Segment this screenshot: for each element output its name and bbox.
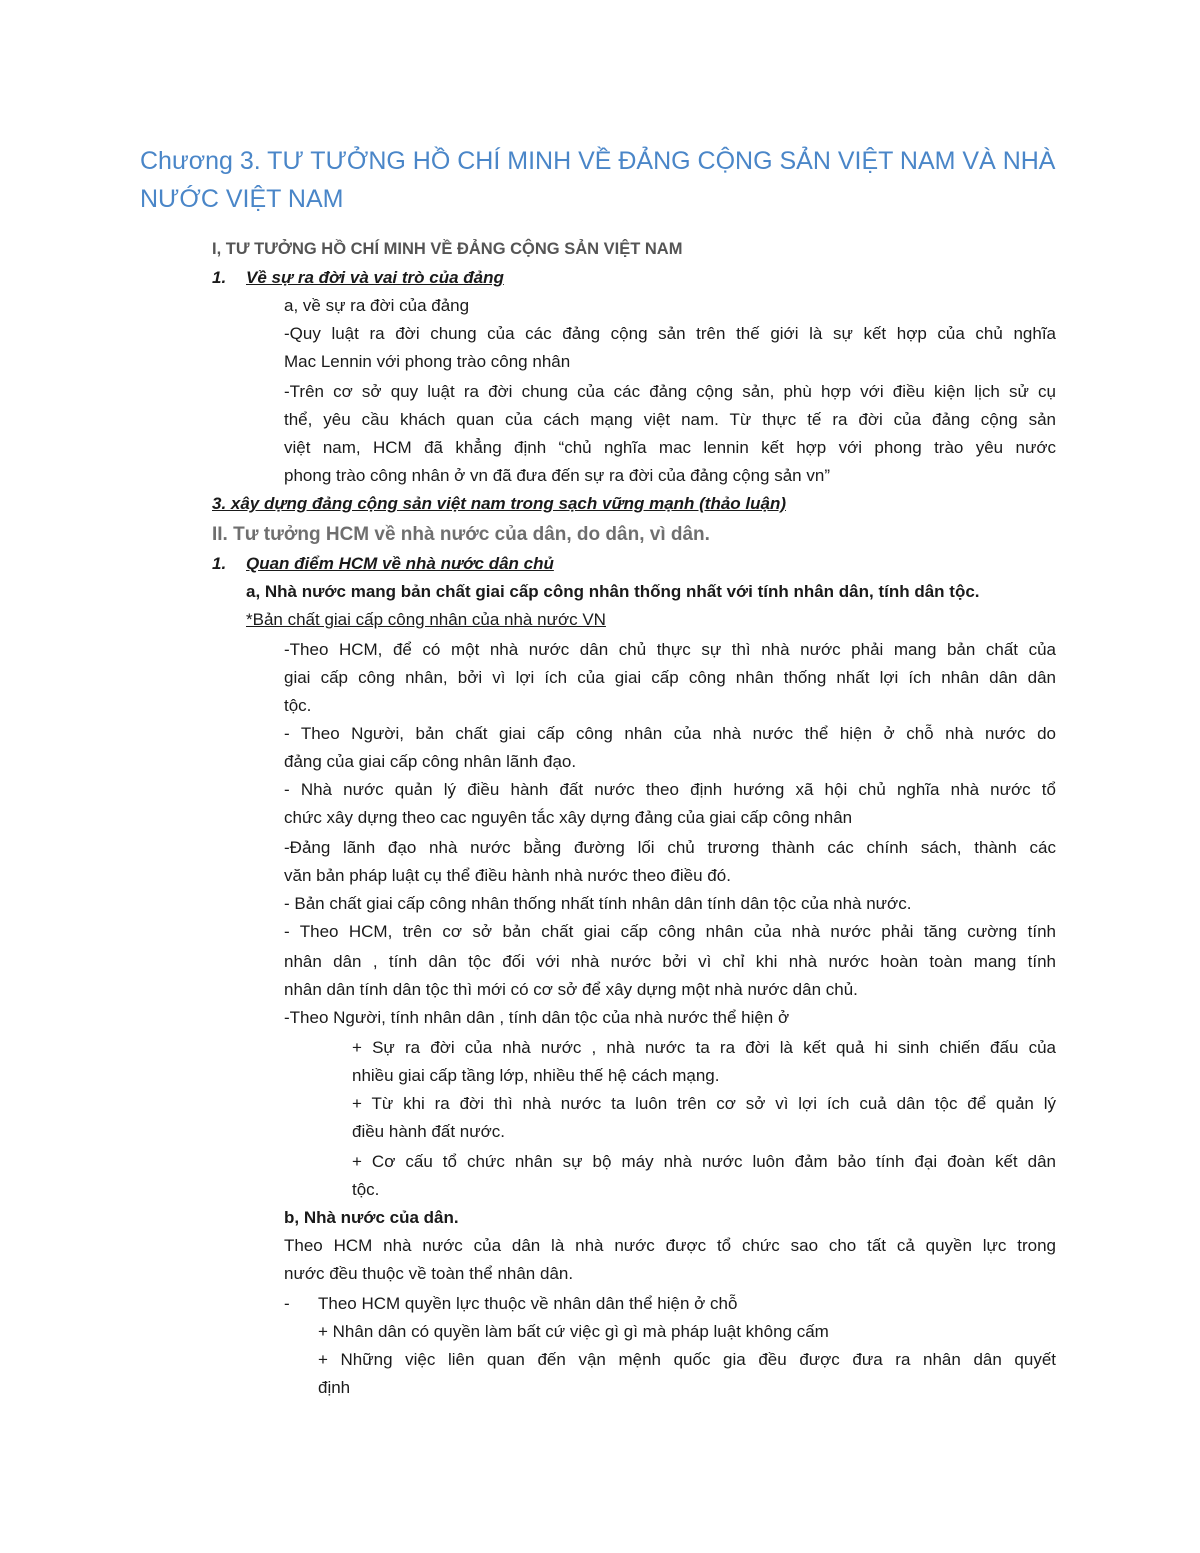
list-number: 1.: [212, 268, 227, 287]
paragraph-line: tộc.: [284, 696, 312, 715]
plus-line: định: [318, 1378, 351, 1397]
paragraph-line: văn bản pháp luật cụ thể điều hành nhà nước theo điều đó.: [284, 866, 731, 885]
paragraph-line: -Theo Người, tính nhân dân , tính dân tộc của nhà nước thể hiện ở: [284, 1008, 790, 1027]
subsection-title: 3. xây dựng đảng cộng sản việt nam trong sạch vững mạnh (thảo luận): [212, 494, 787, 513]
plus-line: + Từ khi ra đời thì nhà nước ta luôn trên cơ sở vì lợi ích cuả dân tộc để quản lý: [352, 1094, 1056, 1113]
plus-line: + Sự ra đời của nhà nước , nhà nước ta ra đời là kết quả hi sinh chiến đấu của: [352, 1038, 1056, 1057]
paragraph-line: - Bản chất giai cấp công nhân thống nhất tính nhân dân tính dân tộc của nhà nước.: [284, 894, 912, 913]
bullet-dash: -: [284, 1294, 290, 1313]
paragraph-line: - Nhà nước quản lý điều hành đất nước theo định hướng xã hội chủ nghĩa nhà nước tổ: [284, 780, 1056, 799]
paragraph-line: -Quy luật ra đời chung của các đảng cộng sản trên thế giới là sự kết hợp của chủ nghĩa: [284, 324, 1056, 343]
subheading-b: b, Nhà nước của dân.: [284, 1208, 459, 1227]
paragraph-line: nước đều thuộc về toàn thể nhân dân.: [284, 1264, 574, 1283]
section-heading-2: II. Tư tưởng HCM về nhà nước của dân, do dân, vì dân.: [212, 524, 710, 545]
paragraph-line: Theo HCM nhà nước của dân là nhà nước được tổ chức sao cho tất cả quyền lực trong: [284, 1236, 1056, 1255]
paragraph-line: -Theo HCM, để có một nhà nước dân chủ thực sự thì nhà nước phải mang bản chất của: [284, 640, 1056, 659]
paragraph-line: Mac Lennin với phong trào công nhân: [284, 352, 571, 371]
paragraph-line: - Theo Người, bản chất giai cấp công nhân của nhà nước thể hiện ở chỗ nhà nước do: [284, 724, 1056, 743]
subsection-title: Quan điểm HCM về nhà nước dân chủ: [246, 554, 554, 573]
section-heading-1: I, TƯ TƯỞNG HỒ CHÍ MINH VỀ ĐẢNG CỘNG SẢN VIỆT NAM: [212, 240, 683, 258]
subsection-title: Về sự ra đời và vai trò của đảng: [246, 268, 504, 287]
paragraph-line: nhân dân , tính dân tộc đối với nhà nước bởi vì chỉ khi nhà nước hoàn toàn mang tính: [284, 952, 1056, 971]
plus-line: tộc.: [352, 1180, 380, 1199]
list-number: 1.: [212, 554, 227, 573]
paragraph-line: thể, yêu cầu khách quan của cách mạng việt nam. Từ thực tế ra đời của đảng cộng sản: [284, 410, 1056, 429]
note-line: *Bản chất giai cấp công nhân của nhà nước VN: [246, 610, 606, 629]
paragraph-line: -Đảng lãnh đạo nhà nước bằng đường lối chủ trương thành các chính sách, thành các: [284, 838, 1056, 857]
paragraph-line: đảng của giai cấp công nhân lãnh đạo.: [284, 752, 577, 771]
paragraph-line: phong trào công nhân ở vn đã đưa đến sự ra đời của đảng cộng sản vn”: [284, 466, 830, 485]
plus-line: điều hành đất nước.: [352, 1122, 505, 1141]
paragraph-line: giai cấp công nhân, bởi vì lợi ích của giai cấp công nhân thống nhất lợi ích nhân dân dân: [284, 668, 1056, 687]
plus-line: + Những việc liên quan đến vận mệnh quốc gia đều được đưa ra nhân dân quyết: [318, 1350, 1056, 1369]
plus-line: nhiều giai cấp tầng lớp, nhiều thế hệ cách mạng.: [352, 1066, 720, 1085]
paragraph-line: việt nam, HCM đã khẳng định “chủ nghĩa mac lennin kết hợp với phong trào yêu nước: [284, 438, 1056, 457]
chapter-title: Chương 3. TƯ TƯỞNG HỒ CHÍ MINH VỀ ĐẢNG CỘNG SẢN VIỆT NAM VÀ NHÀ NƯỚC VIỆT NAM: [140, 147, 1056, 213]
paragraph-line: chức xây dựng theo cac nguyên tắc xây dựng đảng của giai cấp công nhân: [284, 808, 853, 827]
plus-line: + Nhân dân có quyền làm bất cứ việc gì gì mà pháp luật không cấm: [318, 1322, 829, 1341]
subheading-a: a, Nhà nước mang bản chất giai cấp công nhân thống nhất với tính nhân dân, tính dân tộc.: [246, 582, 980, 601]
paragraph-line: nhân dân tính dân tộc thì mới có cơ sở để xây dựng một nhà nước dân chủ.: [284, 980, 858, 999]
plus-line: + Cơ cấu tổ chức nhân sự bộ máy nhà nước luôn đảm bảo tính đại đoàn kết dân: [352, 1152, 1056, 1171]
paragraph-line: a, về sự ra đời của đảng: [284, 296, 470, 315]
bullet-text: Theo HCM quyền lực thuộc về nhân dân thể hiện ở chỗ: [318, 1294, 738, 1313]
paragraph-line: - Theo HCM, trên cơ sở bản chất giai cấp công nhân của nhà nước phải tăng cường tính: [284, 922, 1056, 941]
paragraph-line: -Trên cơ sở quy luật ra đời chung của các đảng cộng sản, phù hợp với điều kiện lịch sử cụ: [284, 382, 1056, 401]
